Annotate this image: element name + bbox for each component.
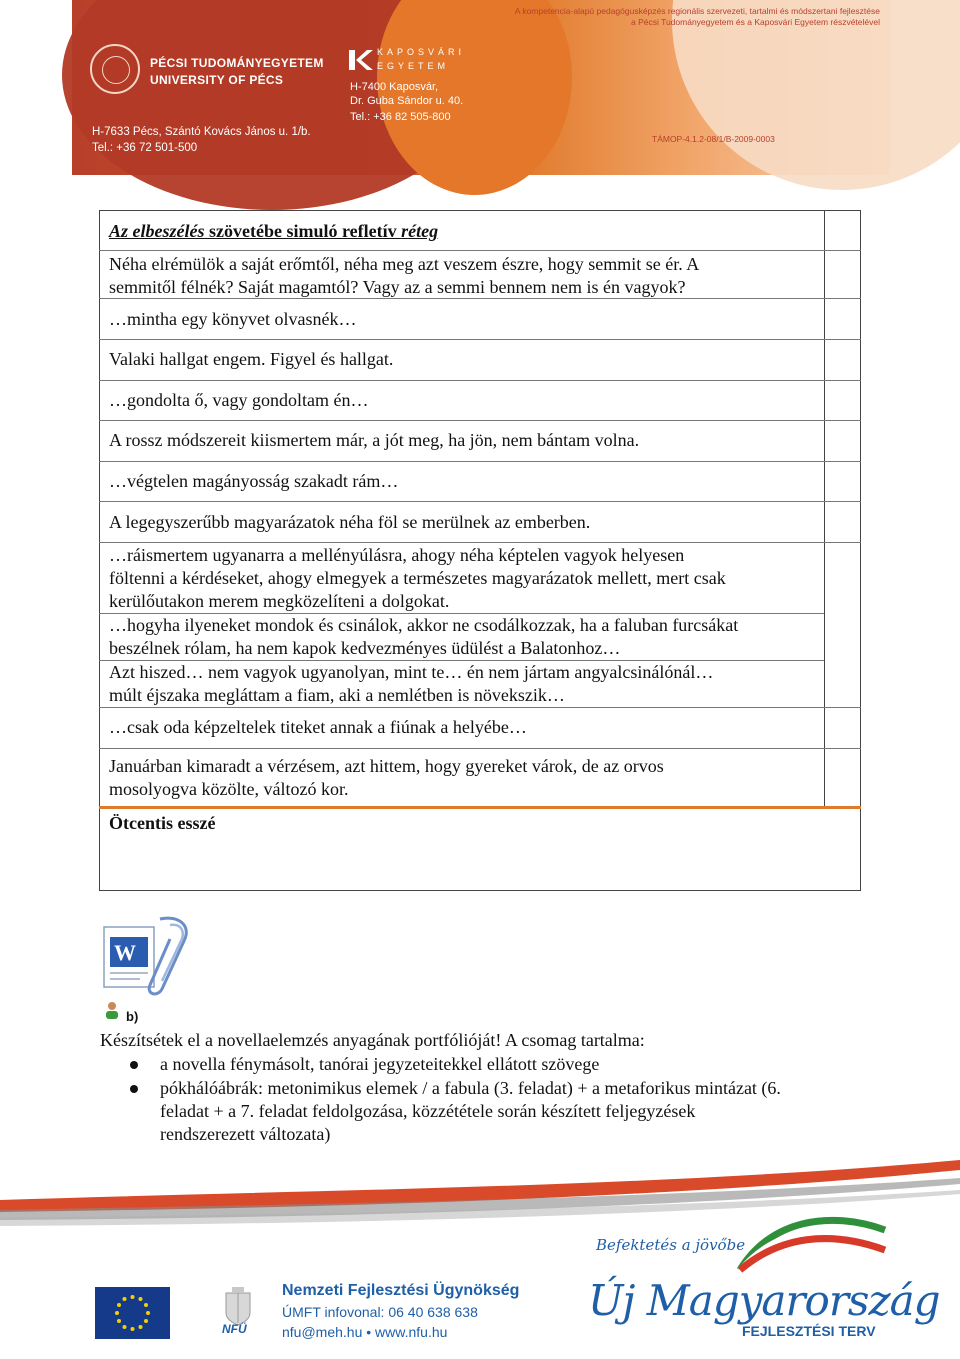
table-row-line: semmitől félnék? Saját magamtól? Vagy az a semmi bennem nem is én vagyok?	[109, 277, 686, 297]
table-row	[109, 511, 590, 534]
list-item-line: feladat + a 7. feladat feldolgozása, közzététele során készített feljegyzések	[160, 1101, 696, 1121]
table-column-divider	[824, 210, 825, 807]
tamop-project-title-2: a Pécsi Tudományegyetem és a Kaposvári Egyetem részvételével	[631, 17, 880, 27]
row-separator	[99, 380, 861, 381]
tamop-code: TÁMOP-4.1.2-08/1/B-2009-0003	[652, 134, 775, 144]
table-row-line: Azt hiszed… nem vagyok ugyanolyan, mint te… én nem jártam angyalcsinálónál…	[109, 662, 714, 682]
bullet-dot	[130, 1085, 138, 1093]
ke-name-1: KAPOSVÁRI	[377, 47, 466, 57]
slogan: Befektetés a jövőbe	[596, 1236, 746, 1254]
table-row	[109, 308, 356, 331]
table-row	[109, 429, 639, 452]
table-row	[109, 614, 738, 660]
table-title-part2: szövetébe simuló refletív	[204, 221, 402, 241]
section-b-label: b)	[126, 1009, 139, 1024]
row-separator	[99, 542, 861, 543]
table-row	[109, 716, 527, 739]
table-row-line: Néha elrémülök a saját erőmtől, néha meg azt veszem észre, hogy semmit se ér. A	[109, 254, 700, 274]
pte-seal-icon	[90, 44, 140, 94]
ke-phone: Tel.: +36 82 505-800	[350, 111, 451, 123]
table-row-line: A legegyszerűbb magyarázatok néha föl se merülnek az emberben.	[109, 512, 591, 532]
table-row-line: …gondolta ő, vagy gondoltam én…	[109, 390, 369, 410]
nfu-name: Nemzeti Fejlesztési Ügynökség	[282, 1282, 520, 1299]
list-item-line: rendszerezett változata)	[160, 1124, 331, 1144]
nfu-infoline: ÚMFT infovonal: 06 40 638 638	[282, 1304, 478, 1320]
table-row-line: Januárban kimaradt a vérzésem, azt hittem, hogy gyereket várok, de az orvos	[109, 756, 664, 776]
ke-address-1: H-7400 Kaposvár,	[350, 81, 439, 93]
nfu-label: NFÜ	[222, 1322, 247, 1336]
table-row	[109, 470, 398, 493]
table-row	[109, 755, 664, 801]
word-document-icon[interactable]	[100, 915, 200, 1000]
eu-flag-icon	[95, 1287, 170, 1339]
row-separator	[99, 501, 861, 502]
table-row	[109, 661, 713, 707]
section-b-intro: Készítsétek el a novellaelemzés anyagának portfólióját! A csomag tartalma:	[100, 1030, 645, 1050]
page-header	[72, 0, 890, 205]
table-title	[109, 221, 438, 242]
essay-label: Ötcentis esszé	[109, 813, 216, 833]
table-row-line: …végtelen magányosság szakadt rám…	[109, 471, 399, 491]
ke-name-2: EGYETEM	[377, 61, 450, 71]
ke-logo-icon	[349, 50, 373, 70]
tamop-project-title-1: A kompetencia-alapú pedagógusképzés regionális szervezeti, tartalmi és módszertani fejlesztése	[514, 6, 880, 16]
pte-phone: Tel.: +36 72 501-500	[92, 142, 198, 154]
row-separator	[99, 420, 861, 421]
table-row	[109, 348, 393, 371]
list-item-line: pókhálóábrák: metonimikus elemek / a fabula (3. feladat) + a metaforikus mintázat (6.	[160, 1078, 781, 1098]
table-row-line: …mintha egy könyvet olvasnék…	[109, 309, 357, 329]
table-row-line: …csak oda képzeltelek titeket annak a fiúnak a helyébe…	[109, 717, 527, 737]
pte-name-hu: PÉCSI TUDOMÁNYEGYETEM	[150, 56, 324, 70]
row-separator	[99, 250, 861, 251]
list-item-line: a novella fénymásolt, tanórai jegyzeteitekkel ellátott szövege	[160, 1054, 600, 1074]
pte-name-en: UNIVERSITY OF PÉCS	[150, 73, 284, 87]
student-icon	[104, 1001, 120, 1019]
table-row-line: múlt éjszaka megláttam a fiam, aki a nemlétben is növekszik…	[109, 685, 565, 705]
list-item	[160, 1053, 599, 1076]
table-row-line: föltenni a kérdéseket, ahogy elmegyek a természetes magyarázatok mellett, mert csak	[109, 568, 726, 588]
nfu-contact: nfu@meh.hu • www.nfu.hu	[282, 1324, 448, 1340]
table-row-line: beszélnek rólam, ha nem kapok kedvezményes üdülést a Balatonhoz…	[109, 638, 621, 658]
table-row-line: A rossz módszereit kiismertem már, a jót meg, ha jön, nem bántam volna.	[109, 430, 640, 450]
table-row-line: kerülőutakon merem megközelíteni a dolgokat.	[109, 591, 450, 611]
table-row-line: …hogyha ilyeneket mondok és csinálok, akkor ne csodálkozzak, ha a faluban furcsákat	[109, 615, 739, 635]
ke-address-2: Dr. Guba Sándor u. 40.	[350, 95, 464, 107]
table-row-line: Valaki hallgat engem. Figyel és hallgat.	[109, 349, 394, 369]
new-hungary-subtitle: FEJLESZTÉSI TERV	[742, 1323, 876, 1339]
table-row	[109, 389, 368, 412]
table-row	[109, 544, 726, 613]
table-orange-rule	[99, 806, 861, 809]
row-separator	[99, 339, 861, 340]
bullet-dot	[130, 1061, 138, 1069]
new-hungary-title: Új Magyarország	[588, 1276, 940, 1325]
table-row	[109, 253, 699, 299]
row-separator	[99, 707, 861, 708]
pte-address: H-7633 Pécs, Szántó Kovács János u. 1/b.	[92, 126, 311, 138]
table-title-part3: réteg	[401, 221, 439, 241]
list-item	[160, 1077, 781, 1146]
table-row-line: mosolyogva közölte, változó kor.	[109, 779, 349, 799]
row-separator	[99, 748, 861, 749]
table-title-part1: Az elbeszélés	[109, 221, 205, 241]
table-row-line: …ráismertem ugyanarra a mellényúlásra, ahogy néha képtelen vagyok helyesen	[109, 545, 685, 565]
row-separator	[99, 461, 861, 462]
svg-text:W: W	[114, 940, 136, 965]
